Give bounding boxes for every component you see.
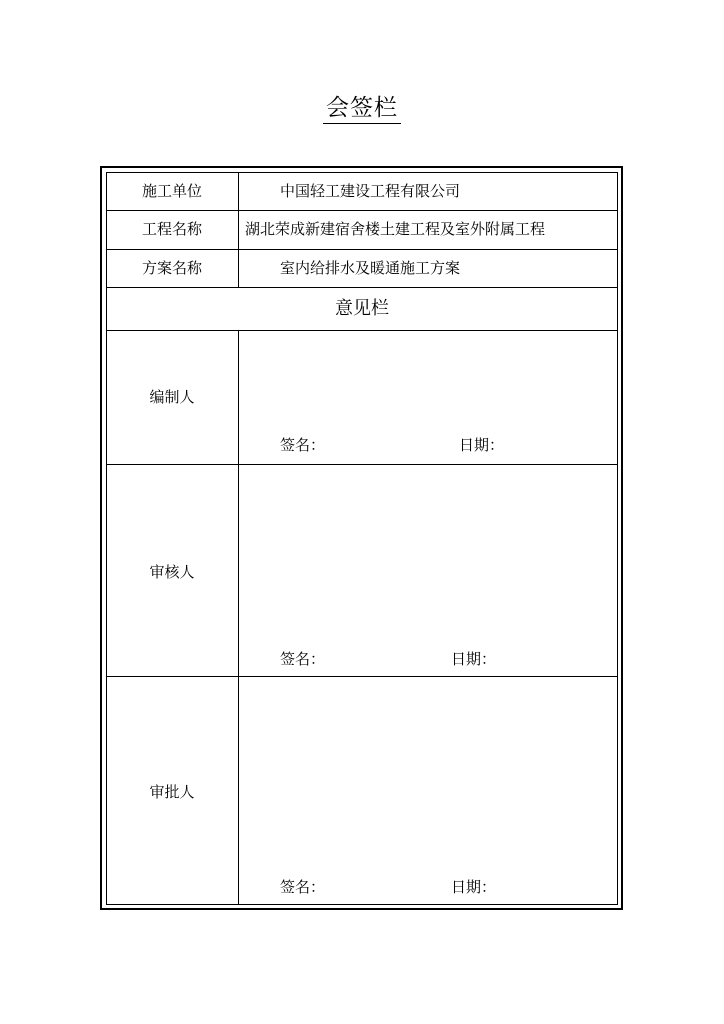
project-label: 工程名称 bbox=[141, 220, 202, 238]
column-divider bbox=[238, 330, 239, 905]
compiler-sign-label: 签名： bbox=[280, 436, 326, 454]
unit-value: 中国轻工建设工程有限公司 bbox=[280, 182, 461, 200]
reviewer-sign-label: 签名： bbox=[280, 650, 326, 668]
reviewer-date-label: 日期： bbox=[451, 650, 497, 668]
row-divider bbox=[106, 676, 618, 677]
row-divider bbox=[106, 210, 618, 211]
title-text: 会签栏 bbox=[323, 93, 401, 124]
unit-label: 施工单位 bbox=[141, 182, 202, 200]
row-divider bbox=[106, 249, 618, 250]
plan-value: 室内给排水及暖通施工方案 bbox=[280, 259, 461, 277]
reviewer-label: 审核人 bbox=[149, 563, 195, 581]
approver-label: 审批人 bbox=[149, 783, 195, 801]
row-divider bbox=[106, 330, 618, 331]
row-divider bbox=[106, 464, 618, 465]
compiler-label: 编制人 bbox=[149, 388, 195, 406]
approver-sign-label: 签名： bbox=[280, 878, 326, 896]
page-title bbox=[0, 93, 724, 124]
project-value: 湖北荣成新建宿舍楼土建工程及室外附属工程 bbox=[245, 220, 546, 238]
approver-date-label: 日期： bbox=[451, 878, 497, 896]
plan-label: 方案名称 bbox=[141, 259, 202, 277]
row-divider bbox=[106, 287, 618, 288]
compiler-date-label: 日期： bbox=[459, 436, 505, 454]
opinion-heading: 意见栏 bbox=[335, 298, 389, 319]
column-divider bbox=[238, 172, 239, 287]
